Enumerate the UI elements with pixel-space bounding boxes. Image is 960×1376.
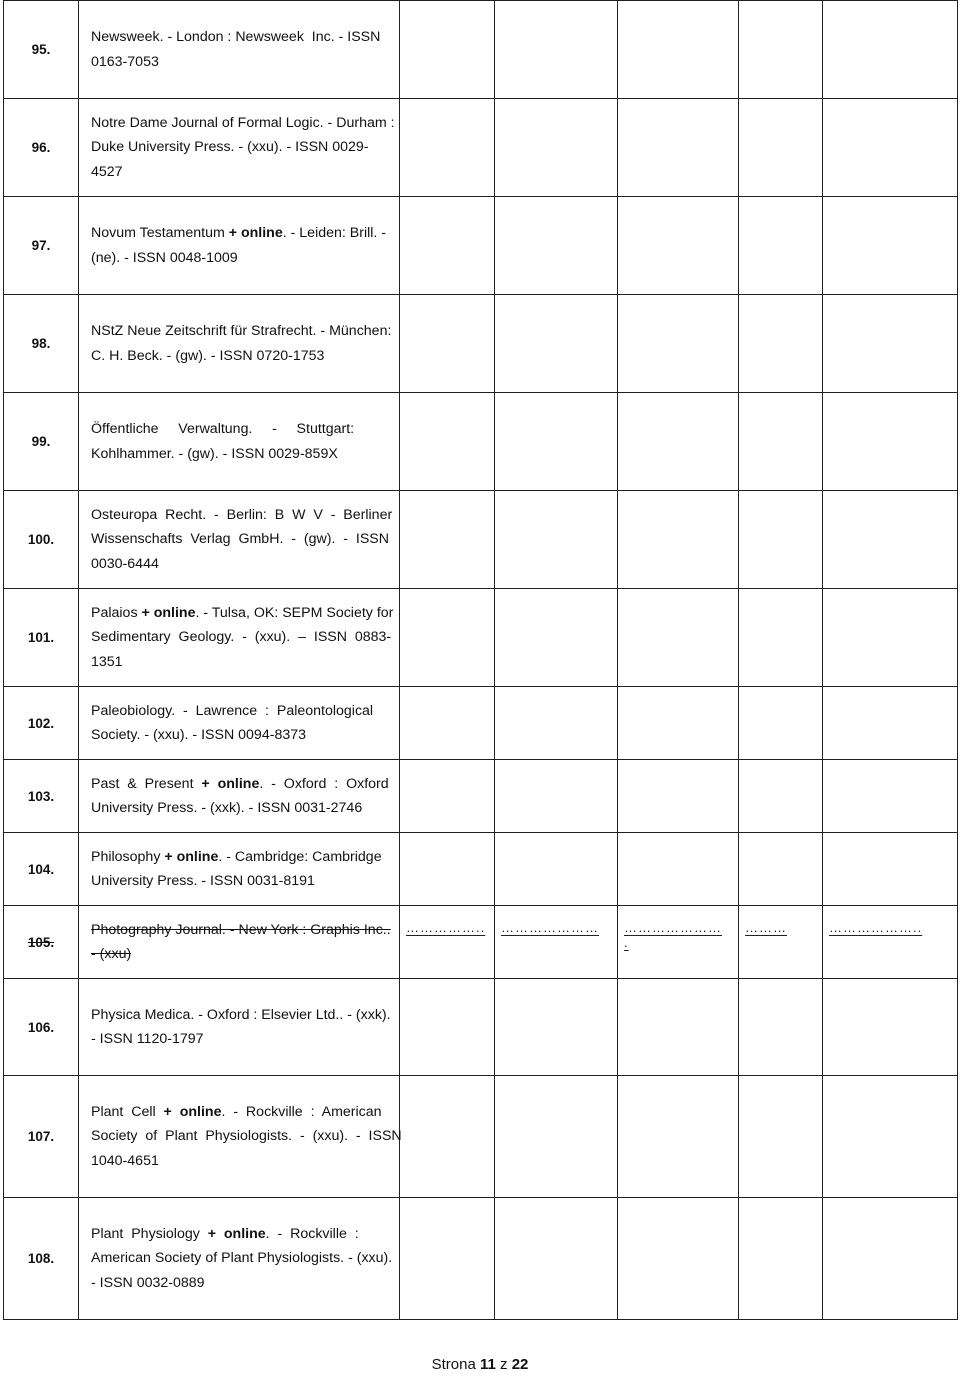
table-row xyxy=(4,491,958,589)
entry-line: 1040-4651 xyxy=(91,1152,159,1169)
empty-cell xyxy=(823,197,958,295)
journal-entry xyxy=(79,1,400,99)
entry-line: Novum Testamentum + online. - Leiden: Brill. - xyxy=(91,225,387,242)
empty-cell xyxy=(618,760,739,833)
entry-line: 0030-6444 xyxy=(91,555,159,572)
empty-cell xyxy=(618,197,739,295)
entry-line: Philosophy + online. - Cambridge: Cambridge xyxy=(91,848,382,865)
empty-cell xyxy=(400,99,495,197)
row-number: 98. xyxy=(4,295,79,393)
dotted-placeholder: …………….. xyxy=(406,920,486,935)
empty-cell xyxy=(495,687,618,760)
empty-cell xyxy=(495,589,618,687)
table-row xyxy=(4,906,958,979)
entry-line: Society. - (xxu). - ISSN 0094-8373 xyxy=(91,727,307,743)
entry-line: Newsweek. - London : Newsweek Inc. - ISSN xyxy=(91,29,381,46)
entry-line: Paleobiology. - Lawrence : Paleontological xyxy=(91,702,374,719)
empty-cell xyxy=(400,979,495,1076)
entry-line: Palaios + online. - Tulsa, OK: SEPM Society for xyxy=(91,605,394,622)
row-number: 105. xyxy=(4,906,79,979)
empty-cell xyxy=(823,393,958,491)
row-number: 95. xyxy=(4,1,79,99)
empty-cell xyxy=(495,979,618,1076)
empty-cell xyxy=(618,1,739,99)
journal-entry xyxy=(79,197,400,295)
empty-cell xyxy=(823,589,958,687)
empty-cell xyxy=(739,906,823,979)
table-row xyxy=(4,760,958,833)
dotted-placeholder: ……………….. xyxy=(829,920,923,935)
journal-entry xyxy=(79,906,400,979)
row-number: 106. xyxy=(4,979,79,1076)
empty-cell xyxy=(400,906,495,979)
empty-cell xyxy=(400,833,495,906)
entry-line: Photography Journal. - New York : Graphis Inc.. xyxy=(91,921,391,938)
empty-cell xyxy=(739,295,823,393)
empty-cell xyxy=(739,99,823,197)
empty-cell xyxy=(618,99,739,197)
empty-cell xyxy=(618,687,739,760)
empty-cell xyxy=(823,979,958,1076)
entry-line: Wissenschafts Verlag GmbH. - (gw). - ISSN xyxy=(91,531,390,548)
entry-line: Duke University Press. - (xxu). - ISSN 0029- xyxy=(91,139,369,156)
empty-cell xyxy=(495,393,618,491)
empty-cell xyxy=(618,833,739,906)
journal-entry xyxy=(79,589,400,687)
entry-line: - (xxu) xyxy=(91,946,132,962)
entry-line: Past & Present + online. - Oxford : Oxford xyxy=(91,775,389,792)
empty-cell xyxy=(495,760,618,833)
entry-line: - ISSN 0032-0889 xyxy=(91,1274,205,1291)
empty-cell xyxy=(739,197,823,295)
empty-cell xyxy=(739,1198,823,1320)
entry-line: Plant Cell + online. - Rockville : American xyxy=(91,1104,382,1121)
journal-entry xyxy=(79,1198,400,1320)
entry-line: 1351 xyxy=(91,653,123,670)
row-number: 107. xyxy=(4,1076,79,1198)
empty-cell xyxy=(823,687,958,760)
entry-line: Osteuropa Recht. - Berlin: B W V - Berliner xyxy=(91,507,393,524)
empty-cell xyxy=(823,295,958,393)
empty-cell xyxy=(618,295,739,393)
dotted-placeholder: ………………… xyxy=(501,920,599,935)
page-footer: Strona 11 z 22 xyxy=(431,1356,529,1373)
entry-line: NStZ Neue Zeitschrift für Strafrecht. - München: xyxy=(91,323,392,340)
dotted-placeholder: ………………… . xyxy=(624,920,722,950)
empty-cell xyxy=(739,589,823,687)
journal-entry xyxy=(79,491,400,589)
empty-cell xyxy=(739,1,823,99)
table-row xyxy=(4,589,958,687)
empty-cell xyxy=(495,99,618,197)
empty-cell xyxy=(823,833,958,906)
entry-line: University Press. - (xxk). - ISSN 0031-2746 xyxy=(91,800,363,816)
table-row xyxy=(4,99,958,197)
entry-line: Öffentliche Verwaltung. - Stuttgart: xyxy=(91,421,355,438)
empty-cell xyxy=(400,589,495,687)
empty-cell xyxy=(400,1,495,99)
entry-line: University Press. - ISSN 0031-8191 xyxy=(91,873,315,889)
empty-cell xyxy=(618,979,739,1076)
row-number: 97. xyxy=(4,197,79,295)
empty-cell xyxy=(495,833,618,906)
empty-cell xyxy=(823,1,958,99)
entry-line: (ne). - ISSN 0048-1009 xyxy=(91,249,238,266)
empty-cell xyxy=(495,197,618,295)
journal-entry xyxy=(79,1076,400,1198)
empty-cell xyxy=(495,1,618,99)
row-number: 96. xyxy=(4,99,79,197)
empty-cell xyxy=(495,295,618,393)
empty-cell xyxy=(739,393,823,491)
empty-cell xyxy=(400,1076,495,1198)
empty-cell xyxy=(739,1076,823,1198)
entry-line: 0163-7053 xyxy=(91,53,159,70)
row-number: 101. xyxy=(4,589,79,687)
empty-cell xyxy=(823,1198,958,1320)
empty-cell xyxy=(823,1076,958,1198)
empty-cell xyxy=(739,979,823,1076)
entry-line: C. H. Beck. - (gw). - ISSN 0720-1753 xyxy=(91,347,325,364)
entry-line: Notre Dame Journal of Formal Logic. - Durham : xyxy=(91,115,395,132)
empty-cell xyxy=(400,393,495,491)
empty-cell xyxy=(618,1198,739,1320)
empty-cell xyxy=(739,491,823,589)
empty-cell xyxy=(618,1076,739,1198)
empty-cell xyxy=(495,491,618,589)
empty-cell xyxy=(823,760,958,833)
table-row xyxy=(4,1076,958,1198)
row-number: 103. xyxy=(4,760,79,833)
table-row xyxy=(4,1,958,99)
row-number: 100. xyxy=(4,491,79,589)
empty-cell xyxy=(400,197,495,295)
empty-cell xyxy=(400,1198,495,1320)
empty-cell xyxy=(495,906,618,979)
table-row xyxy=(4,295,958,393)
entry-line: Society of Plant Physiologists. - (xxu). - ISSN xyxy=(91,1128,402,1145)
journal-entry xyxy=(79,979,400,1076)
empty-cell xyxy=(618,491,739,589)
empty-cell xyxy=(739,760,823,833)
empty-cell xyxy=(400,687,495,760)
entry-line: Kohlhammer. - (gw). - ISSN 0029-859X xyxy=(91,445,338,462)
empty-cell xyxy=(495,1076,618,1198)
entry-line: - ISSN 1120-1797 xyxy=(91,1031,204,1047)
journal-entry xyxy=(79,393,400,491)
empty-cell xyxy=(400,491,495,589)
empty-cell xyxy=(739,687,823,760)
journal-entry xyxy=(79,760,400,833)
empty-cell xyxy=(618,393,739,491)
journal-entry xyxy=(79,833,400,906)
empty-cell xyxy=(823,906,958,979)
empty-cell xyxy=(618,589,739,687)
empty-cell xyxy=(739,833,823,906)
row-number: 108. xyxy=(4,1198,79,1320)
empty-cell xyxy=(400,295,495,393)
table-row xyxy=(4,393,958,491)
empty-cell xyxy=(823,491,958,589)
entry-line: Physica Medica. - Oxford : Elsevier Ltd.. - (xxk). xyxy=(91,1006,391,1023)
journal-table xyxy=(3,0,958,1320)
dotted-placeholder: ……… xyxy=(745,920,787,935)
journal-entry xyxy=(79,687,400,760)
empty-cell xyxy=(400,760,495,833)
journal-entry xyxy=(79,295,400,393)
journal-entry xyxy=(79,99,400,197)
table-row xyxy=(4,1198,958,1320)
row-number: 104. xyxy=(4,833,79,906)
table-row xyxy=(4,979,958,1076)
row-number: 99. xyxy=(4,393,79,491)
entry-line: American Society of Plant Physiologists. - (xxu). xyxy=(91,1250,393,1267)
empty-cell xyxy=(495,1198,618,1320)
entry-line: Plant Physiology + online. - Rockville : xyxy=(91,1226,359,1243)
row-number: 102. xyxy=(4,687,79,760)
empty-cell xyxy=(823,99,958,197)
table-row xyxy=(4,687,958,760)
table-row xyxy=(4,197,958,295)
table-row xyxy=(4,833,958,906)
entry-line: 4527 xyxy=(91,163,123,180)
empty-cell xyxy=(618,906,739,979)
entry-line: Sedimentary Geology. - (xxu). – ISSN 0883- xyxy=(91,629,392,646)
